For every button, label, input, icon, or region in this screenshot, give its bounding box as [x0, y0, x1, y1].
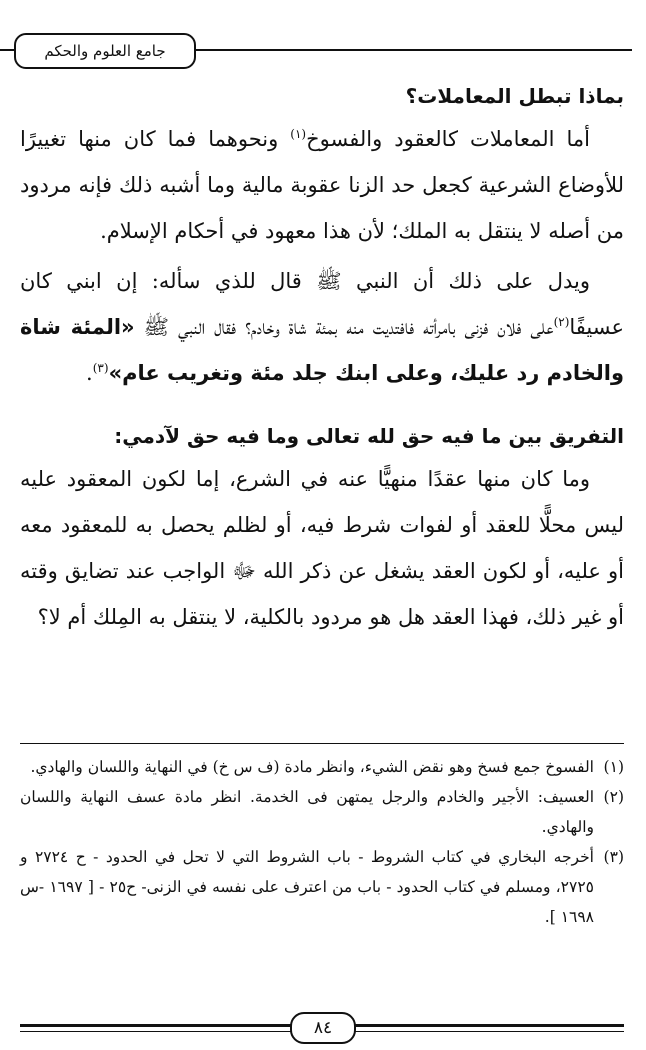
- footnote-ref[interactable]: (٣): [92, 361, 109, 375]
- running-title: جامع العلوم والحكم: [14, 33, 196, 69]
- paragraph-text: أما المعاملات كالعقود والفسوخ: [306, 127, 591, 151]
- footnote-text: الفسوخ جمع فسخ وهو نقض الشيء، وانظر مادة (ف س خ) في النهاية واللسان والهادي.: [30, 758, 594, 776]
- footnote-number: (٣): [603, 848, 624, 866]
- section-heading: التفريق بين ما فيه حق لله تعالى وما فيه حق لآدمي:: [114, 424, 624, 448]
- footnote-ref[interactable]: (٢): [553, 315, 570, 329]
- hadith-quote: «المئة شاة والخادم رد عليك، وعلى ابنك جلد مئة وتغريب عام»: [20, 315, 624, 385]
- footnote-ref[interactable]: (١): [290, 127, 307, 141]
- footnotes: [20, 752, 624, 932]
- footnote-item: [20, 752, 624, 782]
- paragraph-text: ونحوهما فما كان منها تغييرًا للأوضاع الشرعية كجعل حد الزنا عقوبة مالية وما أشبه ذلك فإنه مردود من أصله لا ينتقل به الملك؛ لأن هذا معهود في أحكام الإسلام.: [20, 127, 624, 243]
- paragraph: [20, 456, 624, 640]
- footnote-item: [20, 842, 624, 932]
- paragraph-text: .: [86, 361, 93, 385]
- paragraph: [20, 116, 624, 254]
- paragraph-text: وما كان منها عقدًا منهيًّا عنه في الشرع، إما لكون المعقود عليه ليس محلًّا للعقد أو لفوات شرط فيه، أو لظلم يحصل به للمعقود معه أو عليه، أو لكون العقد يشغل عن ذكر الله ﷻ الواجب عند تضايق وقته أو غير ذلك، فهذا العقد هل هو مردود بالكلية، لا ينتقل به المِلك أم لا؟: [20, 467, 624, 629]
- footnote-item: [20, 782, 624, 842]
- main-text: [20, 76, 624, 640]
- footnote-number: (٢): [603, 788, 624, 806]
- page-number: ٨٤: [290, 1012, 356, 1044]
- paragraph: [20, 258, 624, 396]
- footnote-separator: [20, 743, 624, 744]
- paragraph-text: على فلان فزنى بامرأته فافتديت منه بمئة شاة وخادم؟ فقال النبي ﷺ: [134, 315, 554, 339]
- footnote-text: أخرجه البخاري في كتاب الشروط - باب الشروط التي لا تحل في الحدود - ح ٢٧٢٤ و ٢٧٢٥، ومسلم في كتاب الحدود - باب من اعترف على نفسه في الزنى- ح٢٥ - [ ١٦٩٧ -س ١٦٩٨ ].: [20, 848, 594, 926]
- paragraph-text: ويدل على ذلك أن النبي ﷺ قال للذي سأله: إن ابني كان عسيفًا: [20, 269, 625, 339]
- footnote-text: العسيف: الأجير والخادم والرجل يمتهن فى الخدمة. انظر مادة عسف النهاية واللسان والهادي.: [20, 788, 594, 836]
- section-heading: بماذا تبطل المعاملات؟: [405, 84, 624, 108]
- footnote-number: (١): [603, 758, 624, 776]
